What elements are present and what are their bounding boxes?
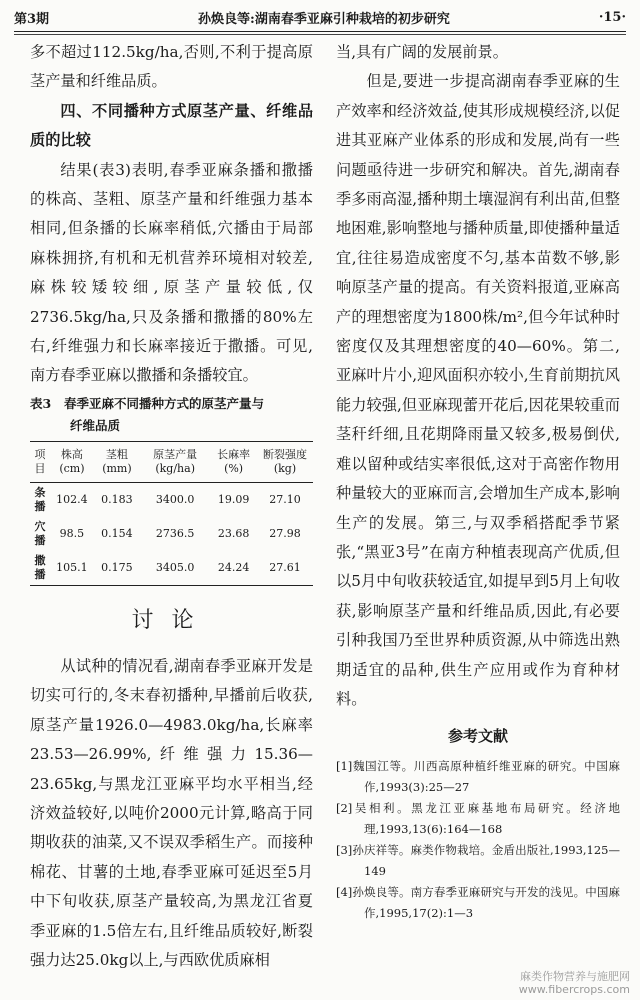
site-watermark bbox=[519, 970, 630, 996]
table-title-line1: 春季亚麻不同播种方式的原茎产量与 bbox=[64, 395, 265, 411]
page-header bbox=[14, 4, 626, 30]
table-row bbox=[30, 517, 313, 551]
table-3 bbox=[30, 441, 313, 586]
table-header-cell: 株高(cm) bbox=[50, 441, 94, 482]
table-number: 表3 bbox=[30, 395, 52, 411]
table-row-label: 穴播 bbox=[34, 519, 46, 547]
table-row bbox=[30, 551, 313, 586]
left-column bbox=[30, 38, 313, 975]
table-title-line2: 纤维品质 bbox=[70, 417, 121, 433]
table-header-cell: 断裂强度(kg) bbox=[257, 441, 313, 482]
table-cell: 102.4 bbox=[56, 492, 88, 506]
right-paragraph-2: 但是,要进一步提高湖南春季亚麻的生产效率和经济效益,使其形成规模经济,以促进其亚麻产业体系的形成和发展,尚有一些问题亟待进一步研究和解决。首先,湖南春季多雨高湿,播种期土壤湿润有利出苗,但整地困难,影响整地与播种质量,即使播种量适宜,往往易造成密度不匀,基本苗数不够,影响原茎产量的提高。有关资料报道,亚麻高产的理想密度为1800株/m²,但今年试种时密度仅及其理想密度的40—60%。第二,亚麻叶片小,迎风面积亦较小,生育前期抗风能力较强,但亚麻现蕾开花后,因花果较重而茎秆纤细,且花期降雨量又较多,极易倒伏,难以留种或结实率很低,这对于高密作物用种量较大的亚麻而言,会增加生产成本,影响生产的发展。第三,与双季稻搭配季节紧张,“黑亚3号”在南方种植表现高产优质,但以5月中旬收获较适宜,如提早到5月上旬收获,影响原茎产量和纤维品质,因此,有必要引种我国乃至世界种质资源,从中筛选出熟期适宜的品种,供生产应用或作为育种材料。 bbox=[336, 72, 620, 708]
reference-item: [4]孙焕良等。南方春季亚麻研究与开发的浅见。中国麻作,1995,17(2):1—3 bbox=[336, 885, 620, 921]
table-cell: 27.98 bbox=[269, 526, 301, 540]
table-cell: 105.1 bbox=[50, 551, 94, 586]
table-cell: 27.61 bbox=[257, 551, 313, 586]
issue-number: 第3期 bbox=[14, 11, 50, 27]
section-4-heading: 四、不同播种方式原茎产量、纤维品质的比较 bbox=[30, 101, 313, 150]
discussion-heading: 讨论 bbox=[131, 607, 212, 633]
table-cell: 19.09 bbox=[217, 492, 250, 506]
header-rule bbox=[14, 31, 626, 32]
watermark-title: 麻类作物营养与施肥网 bbox=[520, 970, 630, 983]
table-cell: 98.5 bbox=[59, 526, 85, 540]
right-paragraph-1: 当,具有广阔的发展前景。 bbox=[336, 43, 508, 61]
table-cell: 27.10 bbox=[269, 492, 301, 506]
table-3-caption bbox=[30, 393, 313, 437]
reference-item: [1]魏国江等。川西高原种植纤维亚麻的研究。中国麻作,1993(3):25—27 bbox=[336, 759, 620, 795]
table-cell: 0.154 bbox=[101, 526, 133, 540]
right-column bbox=[336, 38, 620, 924]
table-cell: 0.183 bbox=[101, 492, 133, 506]
table-header-cell: 长麻率(%) bbox=[210, 441, 257, 482]
table-header-cell: 原茎产量(kg/ha) bbox=[140, 441, 210, 482]
running-title: 孙焕良等:湖南春季亚麻引种栽培的初步研究 bbox=[198, 11, 450, 27]
table-row bbox=[30, 482, 313, 517]
left-paragraph-2: 结果(表3)表明,春季亚麻条播和撒播的株高、茎粗、原茎产量和纤维强力基本相同,但条播的长麻率稍低,穴播由于局部麻株拥挤,有机和无机营养环境相对较差,麻株较矮较细,原茎产量较低,仅2736.5kg/ha,只及条播和撒播的80%左右,纤维强力和长麻率接近于撒播。可见,南方春季亚麻以撒播和条播较宜。 bbox=[30, 160, 313, 385]
table-cell: 0.175 bbox=[94, 551, 140, 586]
left-paragraph-3: 从试种的情况看,湖南春季亚麻开发是切实可行的,冬末春初播种,早播前后收获,原茎产量1926.0—4983.0kg/ha,长麻率23.53—26.99%,纤维强力15.36—23.65kg,与黑龙江亚麻平均水平相当,经济效益较好,以吨价2000元计算,略高于同期收获的油菜,又不误双季稻生产。而接种棉花、甘薯的土地,春季亚麻可延迟至5月中下旬收获,原茎产量较高,为黑龙江省夏季亚麻的1.5倍左右,且纤维品质较好,断裂强力达25.0kg以上,与西欧优质麻相 bbox=[30, 656, 313, 969]
reference-item: [2]吴相利。黑龙江亚麻基地布局研究。经济地理,1993,13(6):164—168 bbox=[336, 801, 620, 837]
table-cell: 3405.0 bbox=[140, 551, 210, 586]
table-row-label: 条播 bbox=[34, 485, 46, 513]
table-header-cell: 项目 bbox=[30, 441, 50, 482]
table-cell: 3400.0 bbox=[155, 492, 195, 506]
table-cell: 2736.5 bbox=[155, 526, 195, 540]
table-cell: 24.24 bbox=[210, 551, 257, 586]
table-header-cell: 茎粗(mm) bbox=[94, 441, 140, 482]
references-heading: 参考文献 bbox=[447, 727, 508, 746]
table-header-row bbox=[30, 441, 313, 482]
left-paragraph-1: 多不超过112.5kg/ha,否则,不利于提高原茎产量和纤维品质。 bbox=[30, 43, 313, 91]
watermark-url: www.fibercrops.com bbox=[518, 983, 630, 996]
reference-item: [3]孙庆祥等。麻类作物栽培。金盾出版社,1993,125—149 bbox=[336, 843, 620, 879]
page-number: ·15· bbox=[598, 9, 626, 25]
header-rule-thin bbox=[14, 34, 626, 35]
table-row-label: 撒播 bbox=[30, 551, 50, 586]
table-cell: 23.68 bbox=[217, 526, 250, 540]
